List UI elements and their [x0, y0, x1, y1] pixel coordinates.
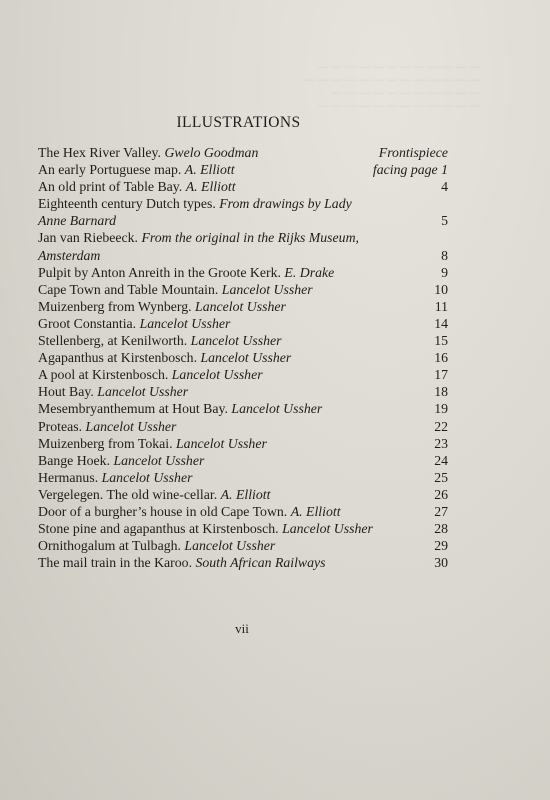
illustration-title: Bange Hoek.	[38, 452, 111, 468]
illustration-caption	[38, 503, 448, 520]
illustration-title: An early Portuguese map.	[38, 162, 182, 178]
illustration-title: Muizenberg from Tokai.	[38, 435, 173, 451]
illustration-credit: A. Elliott	[290, 503, 341, 519]
list-item	[38, 332, 448, 349]
illustration-title: Stone pine and agapanthus at Kirstenbosch.	[38, 521, 279, 537]
list-item	[38, 400, 448, 417]
illustration-credit: Lancelot Ussher	[97, 384, 189, 400]
illustration-title: Mesembryanthemum at Hout Bay.	[38, 401, 228, 417]
illustration-credit: Lancelot Ussher	[101, 469, 193, 485]
page-reference: 8	[441, 247, 448, 263]
illustration-caption	[38, 281, 448, 298]
illustration-credit: A. Elliott	[185, 179, 236, 195]
page-reference: 25	[434, 469, 448, 485]
illustration-credit: Lancelot Ussher	[171, 367, 263, 383]
list-item	[38, 383, 448, 400]
illustration-caption	[38, 366, 448, 383]
illustration-title: Ornithogalum at Tulbagh.	[38, 538, 181, 554]
illustration-credit: South African Railways	[195, 555, 326, 571]
list-item	[38, 452, 448, 469]
page-reference: 23	[434, 435, 448, 451]
page-reference: 5	[441, 213, 448, 229]
page-reference: 29	[434, 538, 448, 554]
illustration-caption	[38, 298, 448, 315]
list-item	[38, 537, 448, 554]
illustration-title: Hermanus.	[38, 469, 99, 485]
illustration-caption	[38, 400, 448, 417]
illustration-caption	[38, 469, 448, 486]
list-item	[38, 349, 448, 366]
illustration-title: Muizenberg from Wynberg.	[38, 298, 192, 314]
page-reference: 11	[434, 298, 448, 314]
page-reference: 4	[441, 179, 448, 195]
illustration-title: Jan van Riebeeck.	[38, 230, 138, 246]
list-item	[38, 298, 448, 315]
illustration-caption	[38, 264, 448, 281]
illustration-caption	[38, 315, 448, 332]
illustration-caption	[38, 229, 448, 263]
illustration-caption	[38, 195, 448, 229]
illustration-credit: Lancelot Ussher	[184, 538, 276, 554]
illustration-title: Groot Constantia.	[38, 315, 137, 331]
illustration-title: Proteas.	[38, 418, 83, 434]
page-reference: Frontispiece	[378, 145, 448, 160]
illustration-title: Door of a burgher’s house in old Cape Town.	[38, 503, 288, 519]
illustration-caption	[38, 486, 448, 503]
illustration-credit: From drawings by Lady Anne Barnard	[38, 196, 352, 229]
list-item	[38, 520, 448, 537]
list-item	[38, 229, 448, 263]
illustration-title: A pool at Kirstenbosch.	[38, 367, 169, 383]
page-reference: 24	[434, 452, 448, 468]
illustration-title: Pulpit by Anton Anreith in the Groote Kerk.	[38, 264, 281, 280]
illustration-caption	[38, 383, 448, 400]
illustration-title: Agapanthus at Kirstenbosch.	[38, 350, 198, 366]
illustration-caption	[38, 418, 448, 435]
page-reference: 10	[434, 281, 448, 297]
illustration-title: The mail train in the Karoo.	[38, 555, 193, 571]
list-item	[38, 418, 448, 435]
illustration-credit: Lancelot Ussher	[231, 401, 323, 417]
illustration-title: Vergelegen. The old wine-cellar.	[38, 486, 218, 502]
illustration-title: Stellenberg, at Kenilworth.	[38, 333, 188, 349]
illustration-title: Cape Town and Table Mountain.	[38, 281, 219, 297]
list-item	[38, 315, 448, 332]
illustration-credit: From the original in the Rijks Museum, Amsterdam	[38, 230, 359, 263]
page-reference: 16	[434, 350, 448, 366]
illustration-credit: Lancelot Ussher	[195, 298, 286, 314]
page-reference: 22	[434, 418, 448, 434]
illustration-caption	[38, 537, 448, 554]
illustration-caption	[38, 178, 448, 195]
page-reference: 26	[434, 486, 448, 502]
page-reference: 19	[434, 401, 448, 417]
page-reference: 17	[434, 367, 448, 383]
list-item	[38, 366, 448, 383]
illustration-credit: Lancelot Ussher	[85, 418, 177, 434]
illustration-title: The Hex River Valley.	[38, 145, 161, 160]
page-reference: 14	[434, 315, 448, 331]
illustration-credit: Lancelot Ussher	[200, 350, 292, 366]
list-item	[38, 264, 448, 281]
show-through-text: — — — — — — — — — — — — — — — — — — — — — — — — — — — — — — — — — — — — — — — — — — — — — — — —	[304, 61, 480, 112]
illustration-title: Eighteenth century Dutch types.	[38, 196, 216, 212]
illustration-credit: Lancelot Ussher	[282, 521, 373, 537]
list-item	[38, 161, 448, 178]
illustration-caption	[38, 520, 448, 537]
illustration-credit: Lancelot Ussher	[113, 452, 205, 468]
list-item	[38, 469, 448, 486]
illustration-caption	[38, 452, 448, 469]
illustration-title: Hout Bay.	[38, 384, 94, 400]
page-title: ILLUSTRATIONS	[176, 114, 301, 131]
illustration-caption	[38, 554, 448, 571]
illustration-credit: E. Drake	[284, 264, 335, 280]
page-reference: 28	[434, 521, 448, 537]
illustration-credit: Lancelot Ussher	[190, 333, 282, 349]
page-reference: 9	[441, 264, 448, 280]
illustration-credit: Lancelot Ussher	[176, 435, 267, 451]
page-reference: 18	[434, 384, 448, 400]
page-number: vii	[235, 621, 249, 636]
illustration-credit: Lancelot Ussher	[139, 315, 231, 331]
page-reference: 15	[434, 333, 448, 349]
list-item	[38, 281, 448, 298]
illustration-credit: Gwelo Goodman	[164, 145, 259, 160]
list-item	[38, 195, 448, 229]
illustration-caption	[38, 332, 448, 349]
list-item	[38, 435, 448, 452]
list-item	[38, 554, 448, 571]
page-reference: 27	[434, 503, 448, 519]
page-reference: 30	[434, 555, 448, 571]
list-item	[38, 503, 448, 520]
illustrations-list	[38, 144, 448, 571]
page-reference: facing page 1	[372, 162, 448, 178]
illustration-caption	[38, 349, 448, 366]
list-item	[38, 486, 448, 503]
illustration-title: An old print of Table Bay.	[38, 179, 183, 195]
list-item	[38, 144, 448, 161]
illustration-credit: A. Elliott	[220, 486, 271, 502]
illustration-credit: A. Elliott	[184, 162, 235, 178]
illustration-caption	[38, 435, 448, 452]
illustration-credit: Lancelot Ussher	[221, 281, 313, 297]
list-item	[38, 178, 448, 195]
